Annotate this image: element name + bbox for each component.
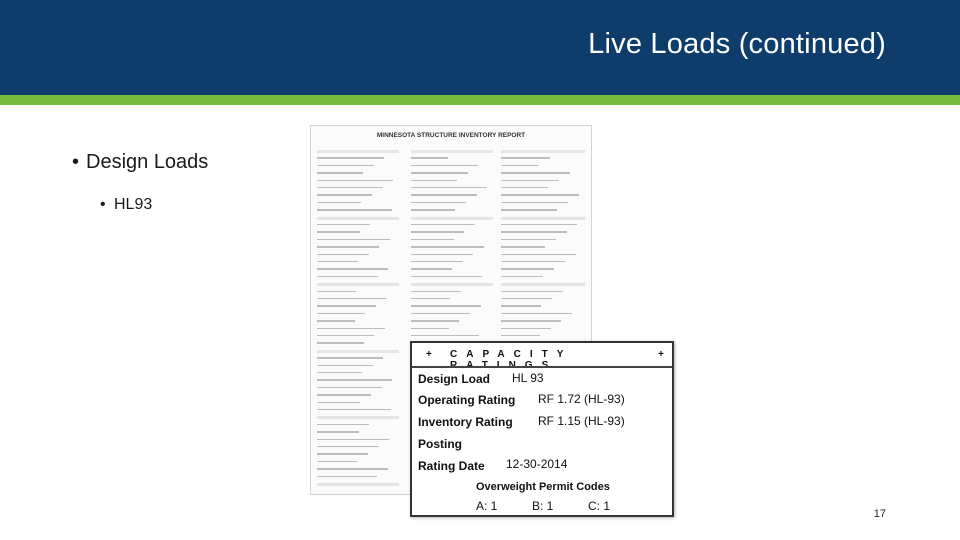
report-text-line: [317, 365, 373, 366]
report-text-line: [411, 291, 461, 292]
report-text-line: [317, 387, 382, 388]
report-text-line: [317, 254, 369, 255]
report-text-line: [317, 246, 379, 247]
report-text-line: [317, 476, 377, 477]
report-text-line: [501, 313, 572, 314]
report-text-line: [317, 157, 384, 158]
rating-date-value: 12-30-2014: [506, 457, 568, 471]
report-text-line: [317, 298, 387, 299]
report-text-line: [411, 231, 464, 232]
operating-rating-value: RF 1.72 (HL-93): [538, 392, 625, 406]
report-text-line: [501, 150, 585, 153]
report-text-line: [317, 431, 359, 432]
report-text-line: [501, 246, 545, 247]
report-text-line: [317, 150, 399, 153]
plus-icon: +: [658, 349, 664, 360]
report-text-line: [317, 424, 369, 425]
header-divider: [412, 366, 672, 368]
report-text-line: [501, 320, 561, 321]
report-text-line: [317, 483, 399, 486]
report-text-line: [411, 239, 454, 240]
report-text-line: [317, 239, 390, 240]
report-text-line: [317, 446, 379, 447]
report-text-line: [501, 165, 539, 166]
report-text-line: [501, 180, 559, 181]
report-text-line: [411, 254, 473, 255]
report-text-line: [317, 194, 372, 195]
capacity-ratings-title: CAPACITY: [450, 349, 573, 360]
report-text-line: [317, 305, 376, 306]
rating-date-label: Rating Date: [418, 459, 485, 473]
report-text-line: [317, 231, 360, 232]
report-text-line: [317, 328, 385, 329]
report-text-line: [501, 261, 565, 262]
report-text-line: [317, 357, 383, 358]
report-text-line: [411, 335, 479, 336]
report-text-line: [501, 194, 579, 195]
overweight-permit-codes-title: Overweight Permit Codes: [476, 481, 610, 493]
report-text-line: [317, 402, 360, 403]
slide-title: Live Loads (continued): [588, 28, 886, 60]
report-text-line: [317, 416, 399, 419]
report-text-line: [501, 291, 563, 292]
report-text-line: [501, 209, 557, 210]
bullet-text: Design Loads: [86, 151, 209, 173]
report-text-line: [317, 283, 399, 286]
report-text-line: [501, 305, 541, 306]
report-text-line: [317, 313, 365, 314]
report-text-line: [317, 202, 361, 203]
bullet-dot-icon: •: [72, 151, 80, 173]
report-text-line: [501, 276, 543, 277]
report-text-line: [317, 224, 370, 225]
report-text-line: [317, 180, 393, 181]
report-text-line: [411, 194, 477, 195]
report-text-line: [411, 217, 493, 220]
posting-label: Posting: [418, 437, 462, 451]
report-text-line: [411, 320, 459, 321]
report-text-line: [411, 202, 466, 203]
report-text-line: [501, 268, 554, 269]
report-text-line: [317, 172, 363, 173]
bullet-hl93: [100, 196, 152, 214]
inventory-rating-label: Inventory Rating: [418, 415, 513, 429]
design-load-label: Design Load: [418, 372, 491, 386]
inventory-rating-value: RF 1.15 (HL-93): [538, 414, 625, 428]
report-text-line: [411, 209, 455, 210]
report-text-line: [317, 342, 364, 343]
report-text-line: [411, 283, 493, 286]
report-text-line: [411, 187, 487, 188]
report-text-line: [317, 276, 378, 277]
report-text-line: [411, 298, 450, 299]
bullet-design-loads: [72, 151, 208, 174]
report-text-line: [501, 283, 585, 286]
report-text-line: [411, 305, 481, 306]
report-text-line: [501, 217, 585, 220]
report-text-line: [411, 261, 463, 262]
report-text-line: [317, 335, 374, 336]
report-text-line: [411, 165, 478, 166]
report-text-line: [411, 157, 448, 158]
report-text-line: [501, 239, 556, 240]
report-text-line: [317, 187, 383, 188]
report-text-line: [317, 320, 355, 321]
report-text-line: [317, 291, 356, 292]
report-text-line: [317, 394, 371, 395]
operating-rating-label: Operating Rating: [418, 393, 516, 407]
report-text-line: [411, 180, 457, 181]
report-text-line: [411, 246, 484, 247]
report-text-line: [501, 187, 548, 188]
report-text-line: [317, 350, 399, 353]
bullet-text: HL93: [114, 196, 153, 213]
report-text-line: [317, 439, 389, 440]
report-text-line: [501, 298, 552, 299]
report-text-line: [411, 268, 452, 269]
design-load-value: HL 93: [512, 371, 544, 385]
report-text-line: [317, 453, 368, 454]
report-text-line: [411, 276, 482, 277]
report-title: MINNESOTA STRUCTURE INVENTORY REPORT: [376, 132, 526, 139]
report-text-line: [317, 409, 391, 410]
report-text-line: [501, 202, 568, 203]
report-text-line: [411, 224, 475, 225]
permit-code-a: A: 1: [476, 499, 498, 513]
report-text-line: [317, 268, 388, 269]
report-text-line: [501, 254, 576, 255]
capacity-ratings-panel: [410, 341, 674, 517]
report-text-line: [317, 165, 374, 166]
permit-code-c: C: 1: [588, 499, 611, 513]
report-text-line: [501, 328, 551, 329]
report-text-line: [501, 231, 567, 232]
report-text-line: [317, 461, 357, 462]
report-text-line: [411, 172, 468, 173]
report-text-line: [317, 468, 388, 469]
report-text-line: [501, 157, 550, 158]
permit-code-b: B: 1: [532, 499, 554, 513]
report-text-line: [501, 335, 540, 336]
report-text-line: [317, 217, 399, 220]
report-text-line: [501, 224, 577, 225]
report-text-line: [317, 379, 392, 380]
page-number: 17: [873, 508, 886, 520]
report-text-line: [317, 261, 358, 262]
report-text-line: [317, 372, 362, 373]
bullet-dot-icon: •: [100, 196, 106, 213]
report-text-line: [501, 172, 570, 173]
plus-icon: +: [426, 349, 441, 360]
report-text-line: [411, 313, 470, 314]
accent-bar: [0, 95, 960, 105]
report-text-line: [411, 150, 493, 153]
report-text-line: [411, 328, 449, 329]
report-text-line: [317, 209, 392, 210]
